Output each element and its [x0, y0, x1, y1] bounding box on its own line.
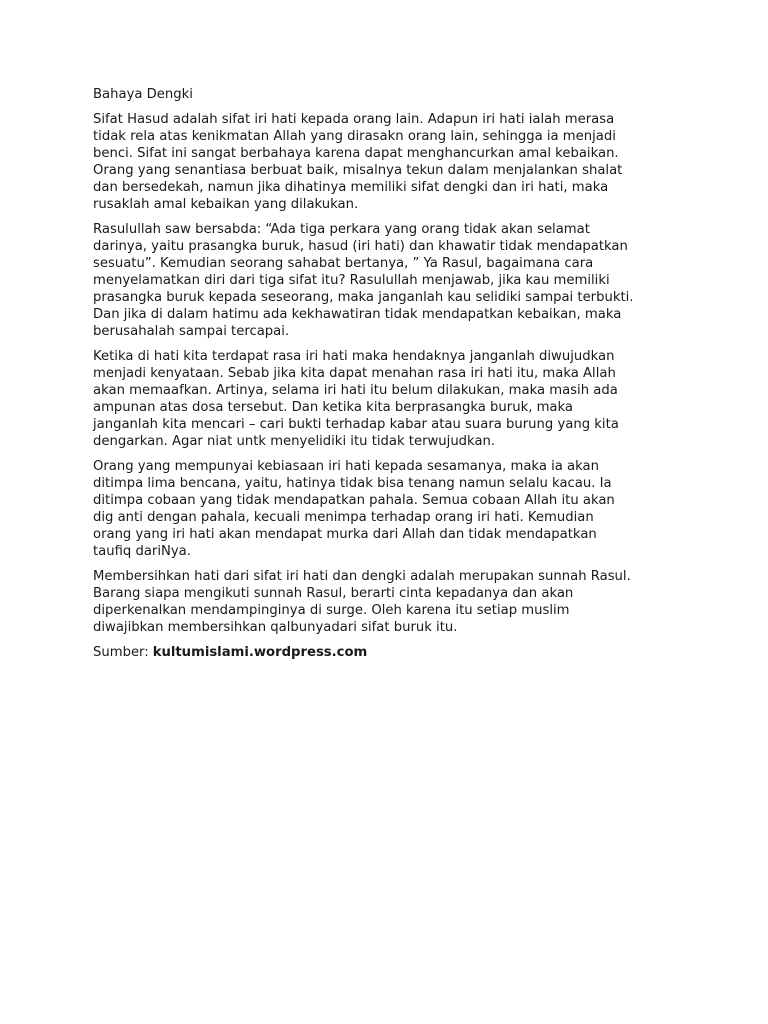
source-url: kultumislami.wordpress.com [152, 645, 368, 660]
document-title: Bahaya Dengki [93, 87, 193, 102]
paragraph-5: Membersihkan hati dari sifat iri hati dan dengki adalah merupakan sunnah Rasul. Barang siapa mengikuti sunnah Rasul, berarti cinta kepadanya dan akan diperkenalkan mendampinginya di surge. Oleh karena itu setiap muslim diwajibkan membersihkan qalbunyadari sifat buruk itu. [93, 569, 631, 635]
source-label: Sumber: [93, 645, 149, 660]
paragraph-3: Ketika di hati kita terdapat rasa iri hati maka hendaknya janganlah diwujudkan menjadi kenyataan. Sebab jika kita dapat menahan rasa iri hati itu, maka Allah akan memaafkan. Artinya, selama iri hati itu belum dilakukan, maka masih ada ampunan atas dosa tersebut. Dan ketika kita berprasangka buruk, maka janganlah kita mencari – cari bukti terhadap kabar atau suara burung yang kita dengarkan. Agar niat untk menyelidiki itu tidak terwujudkan. [93, 349, 619, 449]
paragraph-1: Sifat Hasud adalah sifat iri hati kepada orang lain. Adapun iri hati ialah merasa tidak rela atas kenikmatan Allah yang dirasakn orang lain, sehingga ia menjadi benci. Sifat ini sangat berbahaya karena dapat menghancurkan amal kebaikan. Orang yang senantiasa berbuat baik, misalnya tekun dalam menjalankan shalat dan bersedekah, namun jika dihatinya memiliki sifat dengki dan iri hati, maka rusaklah amal kebaikan yang dilakukan. [93, 112, 623, 212]
document-page [93, 86, 683, 661]
paragraph-4: Orang yang mempunyai kebiasaan iri hati kepada sesamanya, maka ia akan ditimpa lima bencana, yaitu, hatinya tidak bisa tenang namun selalu kacau. Ia ditimpa cobaan yang tidak mendapatkan pahala. Semua cobaan Allah itu akan dig anti dengan pahala, kecuali menimpa terhadap orang iri hati. Kemudian orang yang iri hati akan mendapat murka dari Allah dan tidak mendapatkan taufiq dariNya. [93, 459, 615, 559]
source-line [93, 644, 683, 661]
paragraph-2: Rasulullah saw bersabda: “Ada tiga perkara yang orang tidak akan selamat darinya, yaitu prasangka buruk, hasud (iri hati) dan khawatir tidak mendapatkan sesuatu”. Kemudian seorang sahabat bertanya, ” Ya Rasul, bagaimana cara menyelamatkan diri dari tiga sifat itu? Rasulullah menjawab, jika kau memiliki prasangka buruk kepada seseorang, maka janganlah kau selidiki sampai terbukti. Dan jika di dalam hatimu ada kekhawatiran tidak mendapatkan kebaikan, maka berusahalah sampai tercapai. [93, 222, 634, 339]
